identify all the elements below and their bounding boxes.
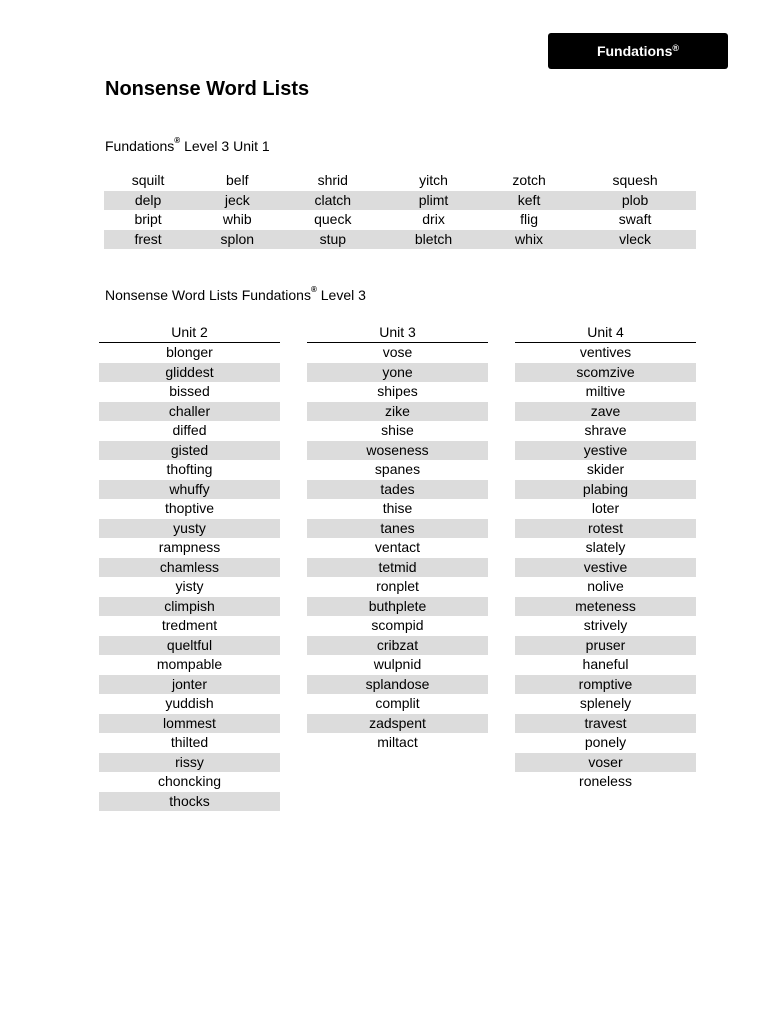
section1-heading-post: Level 3 Unit 1: [180, 138, 270, 154]
list-item: voser: [515, 753, 696, 773]
word-cell: shrid: [317, 172, 348, 188]
list-item: meteness: [515, 597, 696, 617]
list-item: cribzat: [307, 636, 488, 656]
table-row: [104, 191, 696, 211]
word-cell: queck: [314, 211, 352, 227]
word-cell: delp: [104, 191, 192, 211]
list-item: diffed: [172, 422, 207, 438]
list-item: woseness: [307, 441, 488, 461]
word-cell: splon: [192, 230, 282, 250]
list-item: queltful: [99, 636, 280, 656]
list-item: challer: [99, 402, 280, 422]
list-item: choncking: [157, 773, 222, 789]
section1-heading: [105, 138, 270, 154]
word-cell: plob: [574, 191, 696, 211]
section2-heading: [105, 287, 366, 303]
list-item: buthplete: [307, 597, 488, 617]
word-cell: swaft: [618, 211, 652, 227]
list-item: yuddish: [165, 695, 214, 711]
list-item: miltive: [585, 383, 626, 399]
list-item: tetmid: [307, 558, 488, 578]
list-item: spanes: [374, 461, 421, 477]
list-item: tades: [307, 480, 488, 500]
list-item: yestive: [515, 441, 696, 461]
list-item: loter: [591, 500, 620, 516]
list-item: rotest: [515, 519, 696, 539]
list-item: gliddest: [99, 363, 280, 383]
list-item: thocks: [99, 792, 280, 812]
word-cell: vleck: [574, 230, 696, 250]
list-item: scomzive: [515, 363, 696, 383]
list-item: miltact: [377, 734, 418, 750]
list-item: wulpnid: [373, 656, 422, 672]
list-item: chamless: [99, 558, 280, 578]
list-item: rissy: [99, 753, 280, 773]
list-item: thise: [382, 500, 413, 516]
list-item: vose: [382, 344, 413, 360]
brand-label: Fundations: [596, 43, 673, 59]
list-item: zadspent: [307, 714, 488, 734]
word-cell: plimt: [383, 191, 484, 211]
list-item: complit: [375, 695, 420, 711]
list-item: yusty: [99, 519, 280, 539]
list-item: ventact: [374, 539, 421, 555]
word-cell: jeck: [192, 191, 282, 211]
list-item: travest: [515, 714, 696, 734]
list-item: plabing: [515, 480, 696, 500]
list-item: splandose: [307, 675, 488, 695]
word-cell: bript: [134, 211, 162, 227]
list-item: zave: [515, 402, 696, 422]
word-cell: keft: [484, 191, 574, 211]
word-cell: squilt: [131, 172, 165, 188]
list-item: gisted: [99, 441, 280, 461]
word-cell: flig: [520, 211, 538, 227]
table-row: [104, 210, 696, 230]
word-cell: squesh: [612, 172, 658, 188]
list-item: jonter: [99, 675, 280, 695]
list-item: tredment: [161, 617, 218, 633]
unit4-column: [515, 322, 696, 792]
list-item: skider: [586, 461, 625, 477]
unit3-column: [307, 322, 488, 753]
registered-mark: ®: [672, 43, 680, 53]
list-item: slately: [585, 539, 626, 555]
unit2-column: [99, 322, 280, 811]
list-item: yone: [307, 363, 488, 383]
list-item: whuffy: [99, 480, 280, 500]
table-row: [104, 230, 696, 250]
list-item: ventives: [579, 344, 632, 360]
list-item: yisty: [175, 578, 204, 594]
list-item: mompable: [156, 656, 223, 672]
list-item: haneful: [582, 656, 629, 672]
list-item: zike: [307, 402, 488, 422]
table-row: [104, 171, 696, 191]
word-cell: belf: [226, 172, 249, 188]
unit4-header: Unit 4: [515, 322, 696, 343]
list-item: romptive: [515, 675, 696, 695]
list-item: shrave: [584, 422, 627, 438]
word-cell: frest: [104, 230, 192, 250]
list-item: thoptive: [164, 500, 215, 516]
list-item: climpish: [99, 597, 280, 617]
list-item: strively: [583, 617, 628, 633]
word-cell: clatch: [282, 191, 383, 211]
section2-heading-pre: Nonsense Word Lists Fundations: [105, 287, 311, 303]
list-item: scompid: [371, 617, 424, 633]
word-cell: zotch: [512, 172, 546, 188]
list-item: thilted: [170, 734, 209, 750]
list-item: bissed: [169, 383, 210, 399]
page-title: Nonsense Word Lists: [105, 78, 310, 100]
list-item: thofting: [166, 461, 213, 477]
section2-heading-post: Level 3: [316, 287, 366, 303]
list-item: roneless: [579, 773, 632, 789]
list-item: ponely: [584, 734, 627, 750]
list-item: ronplet: [376, 578, 419, 594]
word-cell: yitch: [419, 172, 448, 188]
word-cell: stup: [282, 230, 383, 250]
word-cell: bletch: [383, 230, 484, 250]
section1-heading-pre: Fundations: [105, 138, 175, 154]
list-item: tanes: [307, 519, 488, 539]
word-cell: whib: [222, 211, 252, 227]
list-item: shipes: [377, 383, 418, 399]
list-item: pruser: [515, 636, 696, 656]
word-cell: drix: [422, 211, 445, 227]
list-item: blonger: [166, 344, 213, 360]
list-item: splenely: [579, 695, 632, 711]
word-cell: whix: [484, 230, 574, 250]
list-item: shise: [381, 422, 414, 438]
brand-tab: [548, 33, 728, 69]
unit1-word-table: [104, 171, 696, 249]
unit3-header: Unit 3: [307, 322, 488, 343]
unit2-header: Unit 2: [99, 322, 280, 343]
list-item: lommest: [99, 714, 280, 734]
section2-registered-mark: ®: [310, 285, 317, 295]
list-item: vestive: [515, 558, 696, 578]
list-item: rampness: [158, 539, 221, 555]
list-item: nolive: [587, 578, 624, 594]
section1-registered-mark: ®: [174, 136, 181, 146]
